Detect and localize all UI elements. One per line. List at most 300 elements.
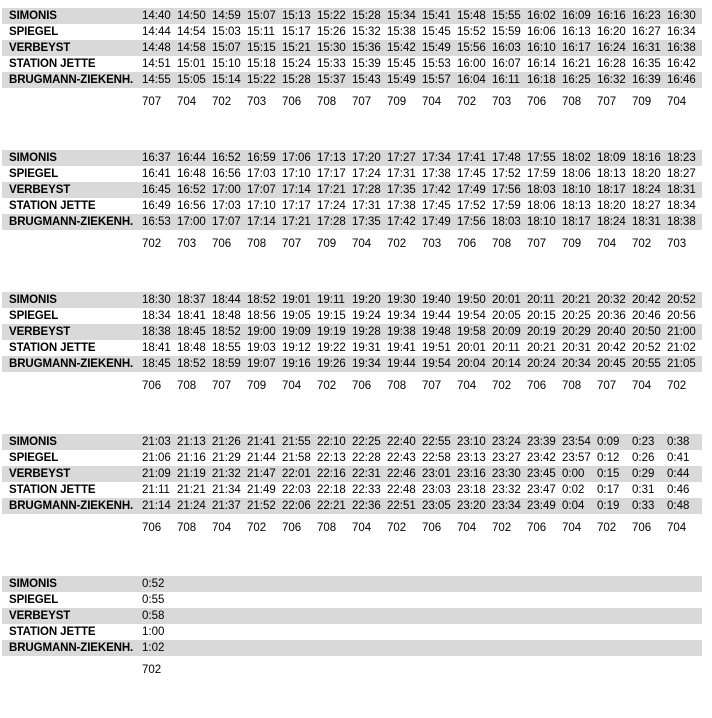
trip-number: 708 bbox=[177, 380, 197, 392]
time-cell: 21:47 bbox=[247, 468, 276, 480]
time-cell: 20:15 bbox=[527, 310, 556, 322]
time-cell: 0:02 bbox=[562, 484, 585, 496]
time-cell: 16:31 bbox=[632, 42, 661, 54]
station-row bbox=[2, 56, 702, 72]
time-cell: 18:38 bbox=[142, 326, 171, 338]
time-cell: 20:11 bbox=[492, 342, 520, 354]
trip-number: 706 bbox=[527, 96, 547, 108]
trip-number: 703 bbox=[422, 238, 442, 250]
time-cell: 23:34 bbox=[492, 500, 521, 512]
time-cell: 16:16 bbox=[597, 10, 626, 22]
time-cell: 19:12 bbox=[282, 342, 311, 354]
time-cell: 15:26 bbox=[317, 26, 346, 38]
time-cell: 20:29 bbox=[562, 326, 591, 338]
time-cell: 19:20 bbox=[352, 294, 381, 306]
time-cell: 15:03 bbox=[212, 26, 241, 38]
trip-number: 704 bbox=[562, 522, 582, 534]
time-cell: 17:56 bbox=[492, 184, 521, 196]
time-cell: 18:23 bbox=[667, 152, 696, 164]
time-cell: 15:13 bbox=[282, 10, 311, 22]
time-cell: 15:07 bbox=[212, 42, 241, 54]
time-cell: 21:06 bbox=[142, 452, 171, 464]
trip-number: 704 bbox=[457, 522, 477, 534]
time-cell: 15:11 bbox=[247, 26, 275, 38]
time-cell: 22:48 bbox=[387, 484, 416, 496]
time-cell: 16:32 bbox=[597, 74, 626, 86]
trip-number: 707 bbox=[352, 96, 372, 108]
time-cell: 21:16 bbox=[177, 452, 206, 464]
time-cell: 16:59 bbox=[247, 152, 276, 164]
trip-number: 709 bbox=[387, 96, 407, 108]
time-cell: 0:52 bbox=[142, 578, 165, 590]
station-row bbox=[2, 608, 702, 624]
trip-number-row bbox=[2, 236, 702, 252]
time-cell: 23:20 bbox=[457, 500, 486, 512]
time-cell: 19:40 bbox=[422, 294, 451, 306]
trip-number: 703 bbox=[667, 238, 687, 250]
time-cell: 21:03 bbox=[142, 436, 171, 448]
time-cell: 20:31 bbox=[562, 342, 591, 354]
time-cell: 22:10 bbox=[317, 436, 346, 448]
trip-number: 708 bbox=[387, 380, 407, 392]
time-cell: 17:49 bbox=[457, 184, 486, 196]
time-cell: 23:45 bbox=[527, 468, 556, 480]
time-cell: 15:28 bbox=[352, 10, 381, 22]
time-cell: 18:27 bbox=[667, 168, 696, 180]
trip-number: 707 bbox=[597, 380, 617, 392]
time-cell: 20:09 bbox=[492, 326, 521, 338]
station-row bbox=[2, 308, 702, 324]
time-cell: 15:42 bbox=[387, 42, 416, 54]
time-cell: 15:36 bbox=[352, 42, 381, 54]
station-label: STATION JETTE bbox=[9, 200, 96, 212]
trip-number: 703 bbox=[177, 238, 197, 250]
station-row bbox=[2, 356, 702, 372]
time-cell: 20:32 bbox=[597, 294, 626, 306]
station-row bbox=[2, 182, 702, 198]
time-cell: 0:46 bbox=[667, 484, 690, 496]
trip-number: 706 bbox=[282, 96, 302, 108]
time-cell: 19:22 bbox=[317, 342, 346, 354]
time-cell: 18:20 bbox=[632, 168, 661, 180]
time-cell: 23:01 bbox=[422, 468, 451, 480]
time-cell: 15:33 bbox=[317, 58, 346, 70]
time-cell: 16:20 bbox=[597, 26, 626, 38]
time-cell: 17:03 bbox=[212, 200, 241, 212]
time-cell: 0:09 bbox=[597, 436, 620, 448]
time-cell: 20:11 bbox=[527, 294, 555, 306]
station-label: BRUGMANN-ZIEKENH. bbox=[9, 358, 134, 370]
time-cell: 17:14 bbox=[282, 184, 311, 196]
time-cell: 19:11 bbox=[317, 294, 345, 306]
time-cell: 0:29 bbox=[632, 468, 655, 480]
trip-number: 702 bbox=[457, 96, 477, 108]
time-cell: 21:49 bbox=[247, 484, 276, 496]
station-label: STATION JETTE bbox=[9, 626, 96, 638]
time-cell: 18:52 bbox=[177, 358, 206, 370]
trip-number: 706 bbox=[142, 522, 162, 534]
time-cell: 18:06 bbox=[562, 168, 591, 180]
time-cell: 0:04 bbox=[562, 500, 585, 512]
station-label: SPIEGEL bbox=[9, 594, 59, 606]
station-label: BRUGMANN-ZIEKENH. bbox=[9, 216, 134, 228]
time-cell: 18:03 bbox=[492, 216, 521, 228]
time-cell: 23:24 bbox=[492, 436, 521, 448]
trip-number: 702 bbox=[667, 380, 687, 392]
time-cell: 23:05 bbox=[422, 500, 451, 512]
time-cell: 16:27 bbox=[632, 26, 661, 38]
time-cell: 23:13 bbox=[457, 452, 486, 464]
trip-number: 706 bbox=[282, 522, 302, 534]
time-cell: 17:56 bbox=[457, 216, 486, 228]
time-cell: 23:03 bbox=[422, 484, 451, 496]
trip-number: 704 bbox=[177, 96, 197, 108]
station-row bbox=[2, 198, 702, 214]
time-cell: 15:49 bbox=[422, 42, 451, 54]
timetable-block bbox=[2, 292, 702, 394]
time-cell: 21:09 bbox=[142, 468, 171, 480]
trip-number: 707 bbox=[422, 380, 442, 392]
time-cell: 15:15 bbox=[247, 42, 276, 54]
time-cell: 20:01 bbox=[457, 342, 486, 354]
time-cell: 17:20 bbox=[352, 152, 381, 164]
time-cell: 21:44 bbox=[247, 452, 276, 464]
time-cell: 18:10 bbox=[527, 216, 556, 228]
time-cell: 22:58 bbox=[422, 452, 451, 464]
time-cell: 18:17 bbox=[562, 216, 591, 228]
time-cell: 0:55 bbox=[142, 594, 165, 606]
time-cell: 14:55 bbox=[142, 74, 171, 86]
timetable-block bbox=[2, 8, 702, 110]
time-cell: 19:38 bbox=[387, 326, 416, 338]
time-cell: 22:55 bbox=[422, 436, 451, 448]
time-cell: 0:19 bbox=[597, 500, 620, 512]
time-cell: 19:15 bbox=[317, 310, 346, 322]
time-cell: 23:10 bbox=[457, 436, 486, 448]
trip-number: 706 bbox=[527, 380, 547, 392]
time-cell: 15:53 bbox=[422, 58, 451, 70]
time-cell: 18:48 bbox=[212, 310, 241, 322]
time-cell: 15:39 bbox=[352, 58, 381, 70]
time-cell: 18:24 bbox=[632, 184, 661, 196]
timetable-block bbox=[2, 434, 702, 536]
time-cell: 19:34 bbox=[352, 358, 381, 370]
time-cell: 0:41 bbox=[667, 452, 690, 464]
station-row bbox=[2, 340, 702, 356]
time-cell: 21:34 bbox=[212, 484, 241, 496]
time-cell: 14:54 bbox=[177, 26, 206, 38]
time-cell: 0:17 bbox=[597, 484, 620, 496]
time-cell: 20:21 bbox=[562, 294, 591, 306]
time-cell: 15:32 bbox=[352, 26, 381, 38]
time-cell: 16:56 bbox=[177, 200, 206, 212]
time-cell: 18:31 bbox=[632, 216, 661, 228]
timetable-block bbox=[2, 576, 702, 678]
time-cell: 22:18 bbox=[317, 484, 346, 496]
time-cell: 16:11 bbox=[492, 74, 520, 86]
time-cell: 19:09 bbox=[282, 326, 311, 338]
time-cell: 20:55 bbox=[632, 358, 661, 370]
time-cell: 18:02 bbox=[562, 152, 591, 164]
trip-number: 708 bbox=[177, 522, 197, 534]
time-cell: 18:44 bbox=[212, 294, 241, 306]
time-cell: 16:52 bbox=[212, 152, 241, 164]
time-cell: 18:37 bbox=[177, 294, 206, 306]
time-cell: 18:09 bbox=[597, 152, 626, 164]
time-cell: 17:38 bbox=[387, 200, 416, 212]
time-cell: 15:38 bbox=[387, 26, 416, 38]
station-label: SPIEGEL bbox=[9, 168, 59, 180]
time-cell: 23:27 bbox=[492, 452, 521, 464]
trip-number: 704 bbox=[282, 380, 302, 392]
station-label: SIMONIS bbox=[9, 10, 57, 22]
time-cell: 16:07 bbox=[492, 58, 521, 70]
time-cell: 15:21 bbox=[282, 42, 311, 54]
time-cell: 16:52 bbox=[177, 184, 206, 196]
time-cell: 20:01 bbox=[492, 294, 521, 306]
trip-number: 702 bbox=[387, 522, 407, 534]
station-label: BRUGMANN-ZIEKENH. bbox=[9, 642, 134, 654]
station-label: SPIEGEL bbox=[9, 310, 59, 322]
time-cell: 23:42 bbox=[527, 452, 556, 464]
time-cell: 22:01 bbox=[282, 468, 311, 480]
time-cell: 17:35 bbox=[387, 184, 416, 196]
time-cell: 16:25 bbox=[562, 74, 591, 86]
time-cell: 16:56 bbox=[212, 168, 241, 180]
time-cell: 19:01 bbox=[282, 294, 311, 306]
time-cell: 18:16 bbox=[632, 152, 661, 164]
trip-number: 709 bbox=[317, 238, 337, 250]
time-cell: 1:02 bbox=[142, 642, 165, 654]
time-cell: 16:09 bbox=[562, 10, 591, 22]
time-cell: 18:06 bbox=[527, 200, 556, 212]
time-cell: 17:52 bbox=[457, 200, 486, 212]
time-cell: 17:42 bbox=[422, 184, 451, 196]
time-cell: 19:07 bbox=[247, 358, 276, 370]
time-cell: 17:07 bbox=[212, 216, 241, 228]
time-cell: 21:29 bbox=[212, 452, 241, 464]
time-cell: 15:07 bbox=[247, 10, 276, 22]
time-cell: 19:28 bbox=[352, 326, 381, 338]
time-cell: 0:31 bbox=[632, 484, 655, 496]
time-cell: 17:07 bbox=[247, 184, 276, 196]
time-cell: 0:23 bbox=[632, 436, 655, 448]
time-cell: 20:52 bbox=[632, 342, 661, 354]
trip-number: 708 bbox=[247, 238, 267, 250]
time-cell: 20:04 bbox=[457, 358, 486, 370]
time-cell: 17:55 bbox=[527, 152, 556, 164]
time-cell: 19:44 bbox=[387, 358, 416, 370]
timetable bbox=[2, 8, 702, 718]
trip-number: 702 bbox=[632, 238, 652, 250]
trip-number: 708 bbox=[492, 238, 512, 250]
time-cell: 17:00 bbox=[177, 216, 206, 228]
time-cell: 18:52 bbox=[247, 294, 276, 306]
time-cell: 16:00 bbox=[457, 58, 486, 70]
time-cell: 21:13 bbox=[177, 436, 206, 448]
time-cell: 21:55 bbox=[282, 436, 311, 448]
trip-number: 704 bbox=[212, 522, 232, 534]
time-cell: 21:58 bbox=[282, 452, 311, 464]
trip-number: 702 bbox=[142, 238, 162, 250]
time-cell: 22:33 bbox=[352, 484, 381, 496]
trip-number-row bbox=[2, 520, 702, 536]
time-cell: 19:03 bbox=[247, 342, 276, 354]
time-cell: 17:41 bbox=[457, 152, 486, 164]
trip-number-row bbox=[2, 378, 702, 394]
time-cell: 16:48 bbox=[177, 168, 206, 180]
time-cell: 19:30 bbox=[387, 294, 416, 306]
time-cell: 19:34 bbox=[387, 310, 416, 322]
station-row bbox=[2, 292, 702, 308]
time-cell: 22:46 bbox=[387, 468, 416, 480]
time-cell: 17:42 bbox=[387, 216, 416, 228]
time-cell: 16:53 bbox=[142, 216, 171, 228]
time-cell: 20:14 bbox=[492, 358, 521, 370]
station-row bbox=[2, 640, 702, 656]
trip-number: 702 bbox=[492, 380, 512, 392]
time-cell: 17:45 bbox=[422, 200, 451, 212]
time-cell: 20:50 bbox=[632, 326, 661, 338]
trip-number: 706 bbox=[142, 380, 162, 392]
station-row bbox=[2, 498, 702, 514]
station-label: SIMONIS bbox=[9, 578, 57, 590]
time-cell: 17:13 bbox=[317, 152, 346, 164]
time-cell: 20:52 bbox=[667, 294, 696, 306]
time-cell: 23:32 bbox=[492, 484, 521, 496]
time-cell: 16:06 bbox=[527, 26, 556, 38]
time-cell: 21:52 bbox=[247, 500, 276, 512]
time-cell: 21:41 bbox=[247, 436, 276, 448]
time-cell: 18:45 bbox=[142, 358, 171, 370]
time-cell: 17:35 bbox=[352, 216, 381, 228]
time-cell: 22:31 bbox=[352, 468, 381, 480]
time-cell: 19:26 bbox=[317, 358, 346, 370]
time-cell: 18:48 bbox=[177, 342, 206, 354]
time-cell: 19:51 bbox=[422, 342, 451, 354]
time-cell: 17:14 bbox=[247, 216, 276, 228]
time-cell: 19:58 bbox=[457, 326, 486, 338]
time-cell: 15:14 bbox=[212, 74, 241, 86]
time-cell: 17:48 bbox=[492, 152, 521, 164]
time-cell: 22:13 bbox=[317, 452, 346, 464]
time-cell: 15:45 bbox=[387, 58, 416, 70]
time-cell: 1:00 bbox=[142, 626, 165, 638]
station-label: SPIEGEL bbox=[9, 26, 59, 38]
trip-number: 704 bbox=[597, 238, 617, 250]
trip-number: 707 bbox=[142, 96, 162, 108]
time-cell: 16:38 bbox=[667, 42, 696, 54]
time-cell: 18:13 bbox=[562, 200, 591, 212]
time-cell: 14:51 bbox=[142, 58, 171, 70]
trip-number: 708 bbox=[562, 96, 582, 108]
time-cell: 16:39 bbox=[632, 74, 661, 86]
time-cell: 17:21 bbox=[282, 216, 311, 228]
time-cell: 17:31 bbox=[387, 168, 416, 180]
trip-number: 708 bbox=[562, 380, 582, 392]
time-cell: 15:52 bbox=[457, 26, 486, 38]
time-cell: 18:45 bbox=[177, 326, 206, 338]
station-row bbox=[2, 24, 702, 40]
station-label: STATION JETTE bbox=[9, 58, 96, 70]
time-cell: 20:56 bbox=[667, 310, 696, 322]
time-cell: 23:16 bbox=[457, 468, 486, 480]
time-cell: 18:20 bbox=[597, 200, 626, 212]
time-cell: 14:48 bbox=[142, 42, 171, 54]
time-cell: 16:34 bbox=[667, 26, 696, 38]
trip-number: 702 bbox=[387, 238, 407, 250]
time-cell: 16:41 bbox=[142, 168, 171, 180]
time-cell: 22:36 bbox=[352, 500, 381, 512]
trip-number: 706 bbox=[527, 522, 547, 534]
time-cell: 15:18 bbox=[247, 58, 276, 70]
time-cell: 17:24 bbox=[352, 168, 381, 180]
time-cell: 0:44 bbox=[667, 468, 690, 480]
time-cell: 17:59 bbox=[527, 168, 556, 180]
time-cell: 15:59 bbox=[492, 26, 521, 38]
time-cell: 16:14 bbox=[527, 58, 556, 70]
time-cell: 16:02 bbox=[527, 10, 556, 22]
time-cell: 15:43 bbox=[352, 74, 381, 86]
station-label: VERBEYST bbox=[9, 610, 71, 622]
time-cell: 0:12 bbox=[597, 452, 620, 464]
station-row bbox=[2, 466, 702, 482]
time-cell: 16:04 bbox=[457, 74, 486, 86]
time-cell: 16:42 bbox=[667, 58, 696, 70]
time-cell: 15:30 bbox=[317, 42, 346, 54]
station-row bbox=[2, 324, 702, 340]
time-cell: 15:45 bbox=[422, 26, 451, 38]
time-cell: 20:34 bbox=[562, 358, 591, 370]
time-cell: 16:49 bbox=[142, 200, 171, 212]
trip-number: 707 bbox=[282, 238, 302, 250]
time-cell: 18:34 bbox=[667, 200, 696, 212]
timetable-block bbox=[2, 150, 702, 252]
time-cell: 21:32 bbox=[212, 468, 241, 480]
time-cell: 15:22 bbox=[247, 74, 276, 86]
station-label: SIMONIS bbox=[9, 152, 57, 164]
trip-number: 709 bbox=[632, 96, 652, 108]
time-cell: 18:41 bbox=[177, 310, 206, 322]
time-cell: 15:41 bbox=[422, 10, 451, 22]
time-cell: 21:11 bbox=[142, 484, 170, 496]
station-label: BRUGMANN-ZIEKENH. bbox=[9, 74, 134, 86]
time-cell: 18:59 bbox=[212, 358, 241, 370]
station-label: STATION JETTE bbox=[9, 342, 96, 354]
time-cell: 19:24 bbox=[352, 310, 381, 322]
time-cell: 18:38 bbox=[667, 216, 696, 228]
time-cell: 20:36 bbox=[597, 310, 626, 322]
time-cell: 22:25 bbox=[352, 436, 381, 448]
station-row bbox=[2, 72, 702, 88]
time-cell: 15:55 bbox=[492, 10, 521, 22]
time-cell: 20:45 bbox=[597, 358, 626, 370]
time-cell: 18:27 bbox=[632, 200, 661, 212]
trip-number: 706 bbox=[352, 380, 372, 392]
time-cell: 16:35 bbox=[632, 58, 661, 70]
time-cell: 18:03 bbox=[527, 184, 556, 196]
time-cell: 15:57 bbox=[422, 74, 451, 86]
time-cell: 21:37 bbox=[212, 500, 241, 512]
time-cell: 21:02 bbox=[667, 342, 696, 354]
time-cell: 16:28 bbox=[597, 58, 626, 70]
time-cell: 0:48 bbox=[667, 500, 690, 512]
time-cell: 22:40 bbox=[387, 436, 416, 448]
time-cell: 21:24 bbox=[177, 500, 206, 512]
time-cell: 17:52 bbox=[492, 168, 521, 180]
time-cell: 19:16 bbox=[282, 358, 311, 370]
time-cell: 19:54 bbox=[457, 310, 486, 322]
